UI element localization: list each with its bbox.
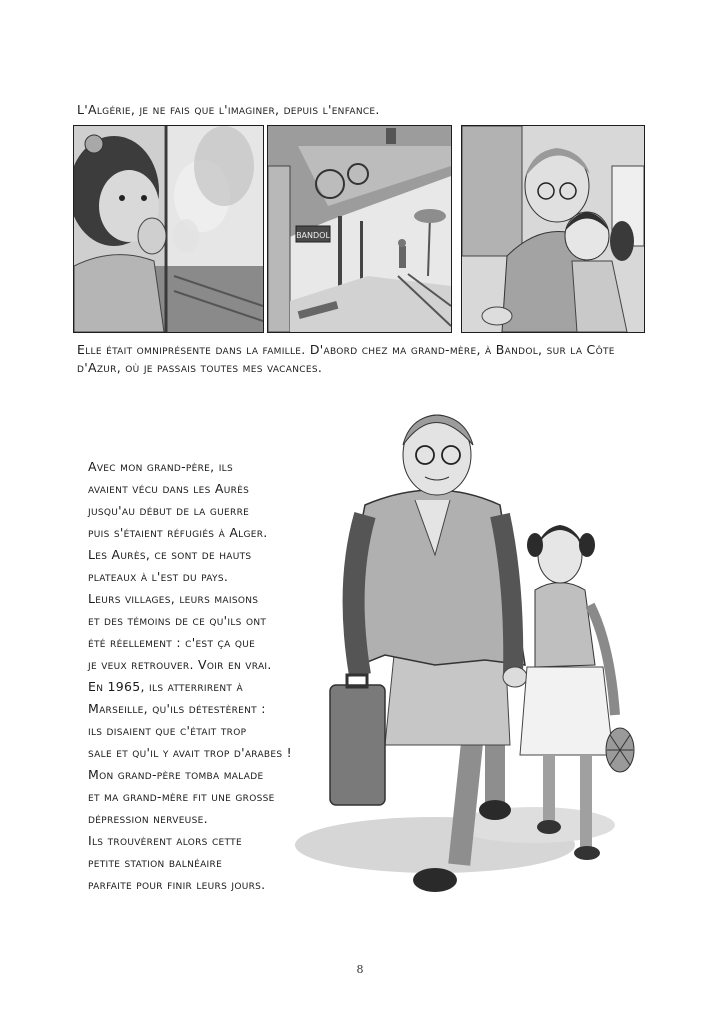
- comic-panel-girl-at-window: [73, 125, 264, 333]
- narrative-line: été réellement : c'est ça que: [88, 635, 256, 650]
- narrative-line: Les Aurès, ce sont de hauts: [88, 547, 252, 562]
- grandmother-girl-walking-illustration: [285, 405, 655, 925]
- station-illustration: [268, 126, 451, 332]
- narrative-line: Ils trouvèrent alors cette: [88, 833, 242, 848]
- narrative-line: Leurs villages, leurs maisons: [88, 591, 259, 606]
- narrative-line: puis s'étaient réfugiés à Alger.: [88, 525, 268, 540]
- narrative-line: avaient vécu dans les Aurès: [88, 481, 250, 496]
- caption-top: L'Algérie, je ne fais que l'imaginer, depuis l'enfance.: [77, 102, 380, 117]
- narrative-line: et des témoins de ce qu'ils ont: [88, 613, 267, 628]
- narrative-line: je veux retrouver. Voir en vrai.: [88, 657, 272, 672]
- narrative-line: Mon grand-père tomba malade: [88, 767, 264, 782]
- narrative-line: plateaux à l'est du pays.: [88, 569, 229, 584]
- narrative-line: et ma grand-mère fit une grosse: [88, 789, 275, 804]
- narrative-line: En 1965, ils atterrirent à: [88, 679, 243, 694]
- narrative-line: sale et qu'il y avait trop d'arabes !: [88, 745, 292, 760]
- girl-window-illustration: [74, 126, 263, 332]
- narrative-line: parfaite pour finir leurs jours.: [88, 877, 266, 892]
- station-sign-text: BANDOL: [296, 231, 330, 240]
- narrative-line: Avec mon grand-père, ils: [88, 459, 233, 474]
- caption-middle: Elle était omniprésente dans la famille. D'abord chez ma grand-mère, à Bandol, sur la Côte d'Azur, où je passais toutes mes vacances.: [77, 342, 615, 375]
- comic-panel-grandmother-hug: [461, 125, 645, 333]
- hug-illustration: [462, 126, 644, 332]
- comic-panel-bandol-station: [267, 125, 452, 333]
- narrative-line: jusqu'au début de la guerre: [88, 503, 250, 518]
- narrative-line: petite station balnéaire: [88, 855, 223, 870]
- narrative-line: Marseille, qu'ils détestèrent :: [88, 701, 266, 716]
- walking-figures: [285, 405, 655, 925]
- narrative-line: ils disaient que c'était trop: [88, 723, 247, 738]
- narrative-line: dépression nerveuse.: [88, 811, 208, 826]
- page-number: 8: [356, 963, 364, 976]
